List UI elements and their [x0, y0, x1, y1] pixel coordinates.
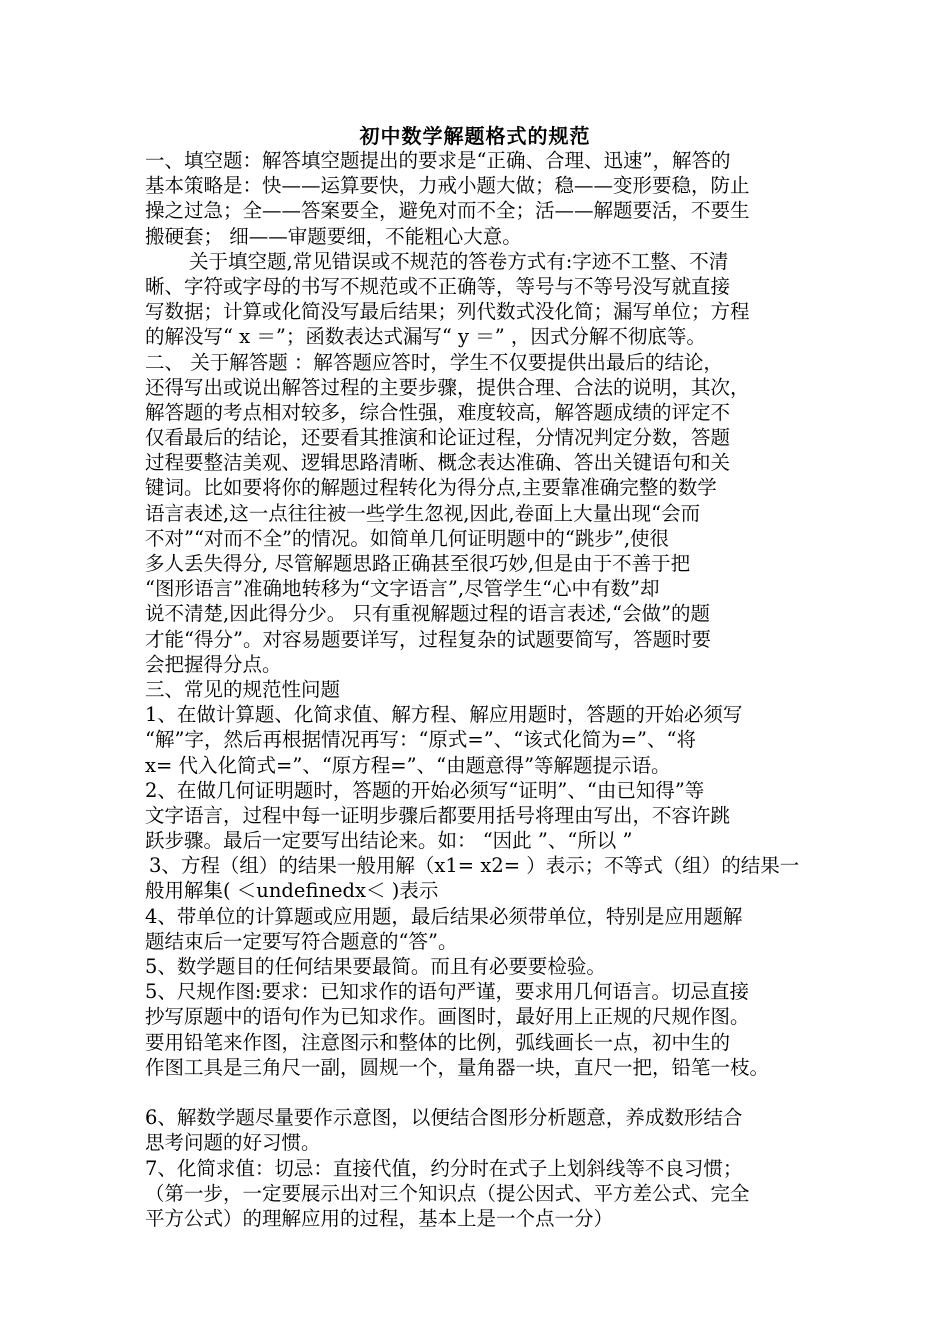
text-line: 键词。比如要将你的解题过程转化为得分点,主要靠准确完整的数学 [145, 476, 717, 500]
text-line: “图形语言”准确地转移为“文字语言”,尽管学生“心中有数”却 [145, 577, 660, 601]
text-line: 晰、字符或字母的书写不规范或不正确等，等号与不等号没写就直接 [145, 274, 731, 298]
text-line: 多人丢失得分, 尽管解题思路正确甚至很巧妙,但是由于不善于把 [145, 552, 691, 575]
text-line: 平方公式）的理解应用的过程，基本上是一个点一分） [145, 1206, 614, 1230]
text-line: 跃步骤。最后一定要写出结论来。如： “因此 ”、“所以 ” [145, 829, 633, 853]
text-line: 抄写原题中的语句作为已知求作。画图时，最好用上正规的尺规作图。 [145, 1005, 750, 1029]
text-line: （第一步，一定要展示出对三个知识点（提公因式、平方差公式、完全 [145, 1181, 750, 1205]
text-line: 一、填空题：解答填空题提出的要求是“正确、合理、迅速”，解答的 [145, 149, 731, 172]
text-line: “解”字，然后再根据情况再写：“原式=”、“该式化简为=”、“将 [145, 728, 696, 752]
blank-line [145, 1080, 820, 1105]
text-line: 7、化简求值：切忌：直接代值，约分时在式子上划斜线等不良习惯； [145, 1156, 743, 1180]
document-title: 初中数学解题格式的规范 [359, 124, 591, 148]
text-line: 不对”“对而不全”的情况。如简单几何证明题中的“跳步”,使很 [145, 526, 670, 550]
text-line: 3、方程（组）的结果一般用解（x1= x2= ）表示；不等式（组）的结果一 [149, 854, 800, 878]
text-line: 二、 关于解答题 ：解答题应答时，学生不仅要提供出最后的结论， [145, 350, 723, 374]
text-line: 搬硬套； 细——审题要细，不能粗心大意。 [145, 224, 522, 248]
text-line: 基本策略是：快——运算要快，力戒小题大做；稳——变形要稳，防止 [145, 174, 750, 198]
text-line: 仅看最后的结论，还要看其推演和论证过程，分情况判定分数，答题 [145, 426, 731, 450]
text-line: 还得写出或说出解答过程的主要步骤，提供合理、合法的说明，其次， [145, 375, 750, 399]
text-line: 要用铅笔来作图，注意图示和整体的比例，弧线画长一点，初中生的 [145, 1030, 731, 1054]
text-line: 语言表述,这一点往往被一些学生忽视,因此,卷面上大量出现“会而 [145, 501, 701, 525]
text-line: 说不清楚,因此得分少。 只有重视解题过程的语言表述,“会做”的题 [145, 602, 711, 626]
text-line: 5、数学题目的任何结果要最简。而且有必要要检验。 [145, 955, 606, 978]
text-line: 过程要整洁美观、逻辑思路清晰、概念表达准确、答出关键语句和关 [145, 451, 731, 475]
text-line: 会把握得分点。 [145, 652, 282, 676]
text-line: x= 代入化简式=”、“原方程=”、“由题意得”等解题提示语。 [145, 753, 671, 777]
text-line: 般用解集( ＜undefinedx＜ )表示 [145, 879, 439, 903]
text-line: 4、带单位的计算题或应用题，最后结果必须带单位，特别是应用题解 [145, 904, 743, 928]
text-line: 才能“得分”。对容易题要详写，过程复杂的试题要简写，答题时要 [145, 627, 711, 651]
document-body [145, 148, 820, 1231]
text-line: 解答题的考点相对较多，综合性强，难度较高，解答题成绩的评定不 [145, 400, 731, 424]
text-line: 关于填空题,常见错误或不规范的答卷方式有:字迹不工整、不清 [189, 249, 729, 273]
text-line: 题结束后一定要写符合题意的“答”。 [145, 929, 458, 953]
text-line: 文字语言，过程中每一证明步骤后都要用括号将理由写出，不容许跳 [145, 803, 731, 827]
text-line: 思考问题的好习惯。 [145, 1131, 321, 1155]
text-line: 写数据；计算或化简没写最后结果；列代数式没化简；漏写单位；方程 [145, 300, 750, 324]
text-line: 5、尺规作图:要求：已知求作的语句严谨，要求用几何语言。切忌直接 [145, 980, 749, 1004]
section-heading: 三、常见的规范性问题 [145, 677, 341, 701]
text-line: 作图工具是三角尺一副，圆规一个，量角器一块，直尺一把，铅笔一枝。 [145, 1055, 770, 1079]
text-line: 1、在做计算题、化简求值、解方程、解应用题时，答题的开始必须写 [145, 703, 743, 727]
text-line: 的解没写“ x ＝”；函数表达式漏写“ y ＝” ，因式分解不彻底等。 [145, 325, 706, 349]
text-line: 6、解数学题尽量要作示意图，以便结合图形分析题意，养成数形结合 [145, 1106, 743, 1130]
text-line: 操之过急；全——答案要全，避免对而不全；活——解题要活，不要生 [145, 199, 750, 223]
text-line: 2、在做几何证明题时，答题的开始必须写“证明”、“由已知得”等 [145, 778, 705, 802]
